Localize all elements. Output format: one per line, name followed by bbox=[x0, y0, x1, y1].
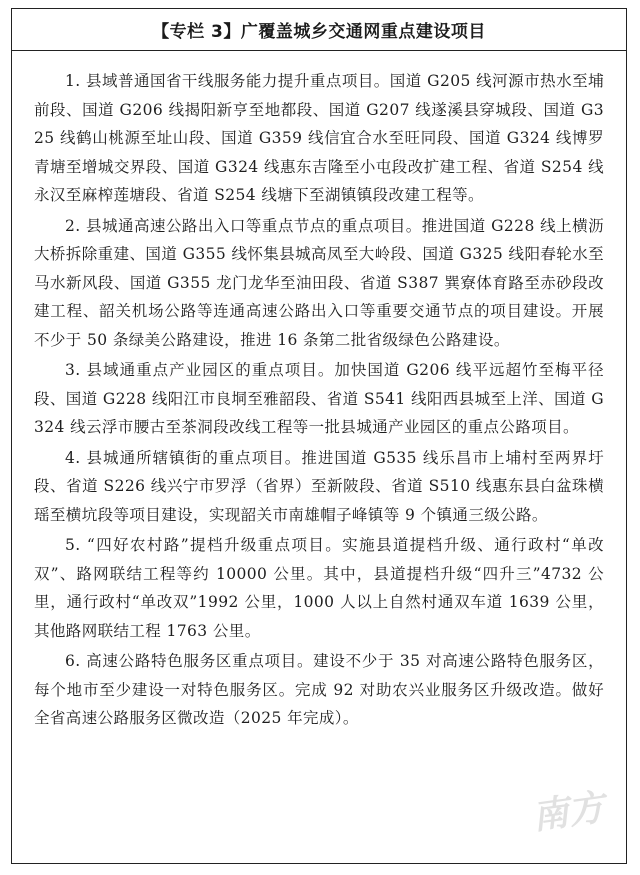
paragraph-item-4: 4. 县城通所辖镇街的重点项目。推进国道 G535 线乐昌市上埔村至两界圩段、省道 S226 线兴宁市罗浮（省界）至新陂段、省道 S510 线惠东县白盆珠横瑶至横坑段等项目建设，实现韶关市南雄帽子峰镇等 9 个镇通三级公路。 bbox=[34, 448, 604, 524]
paragraph-item-5: 5. “四好农村路”提档升级重点项目。实施县道提档升级、通行政村“单改双”、路网联结工程等约 10000 公里。其中，县道提档升级“四升三”4732 公里，通行政村“单改双”1992 公里，1000 人以上自然村通双车道 1639 公里，其他路网联结工程 1763 公里。 bbox=[34, 536, 604, 640]
paragraph-item-6: 6. 高速公路特色服务区重点项目。建设不少于 35 对高速公路特色服务区，每个地市至少建设一对特色服务区。完成 92 对助农兴业服务区升级改造。做好全省高速公路服务区微改造（2025 年完成）。 bbox=[34, 652, 604, 727]
column-title: 【专栏 3】广覆盖城乡交通网重点建设项目 bbox=[12, 9, 626, 51]
paragraph-item-2: 2. 县城通高速公路出入口等重点节点的重点项目。推进国道 G228 线上横沥大桥拆除重建、国道 G355 线怀集县城高凤至大岭段、国道 G325 线阳春轮水至马水新风段、国道 G355 龙门龙华至油田段、省道 S387 巽寮体育路至赤砂段改建工程、韶关机场公路等连通高速公路出入口等重要交通节点的项目建设。开展不少于 50 条绿美公路建设，推进 16 条第二批省级绿色公路建设。 bbox=[34, 216, 604, 349]
paragraph-item-1: 1. 县域普通国省干线服务能力提升重点项目。国道 G205 线河源市热水至埔前段、国道 G206 线揭阳新亨至地都段、国道 G207 线遂溪县穿城段、国道 G325 线鹤山桃源至址山段、国道 G359 线信宜合水至旺同段、国道 G324 线博罗青塘至增城交界段、国道 G324 线惠东吉隆至小屯段改扩建工程、省道 S254 线永汉至麻榨莲塘段、省道 S254 线塘下至湖镇镇段改建工程等。 bbox=[34, 72, 604, 204]
column-box bbox=[11, 8, 627, 864]
watermark-logo: 南方 bbox=[529, 787, 607, 838]
paragraph-item-3: 3. 县域通重点产业园区的重点项目。加快国道 G206 线平远超竹至梅平径段、国道 G228 线阳江市良垌至雅韶段、省道 S541 线阳西县城至上洋、国道 G324 线云浮市腰古至茶洞段改线工程等一批县城通产业园区的重点公路项目。 bbox=[34, 361, 604, 436]
column-content bbox=[12, 51, 626, 735]
